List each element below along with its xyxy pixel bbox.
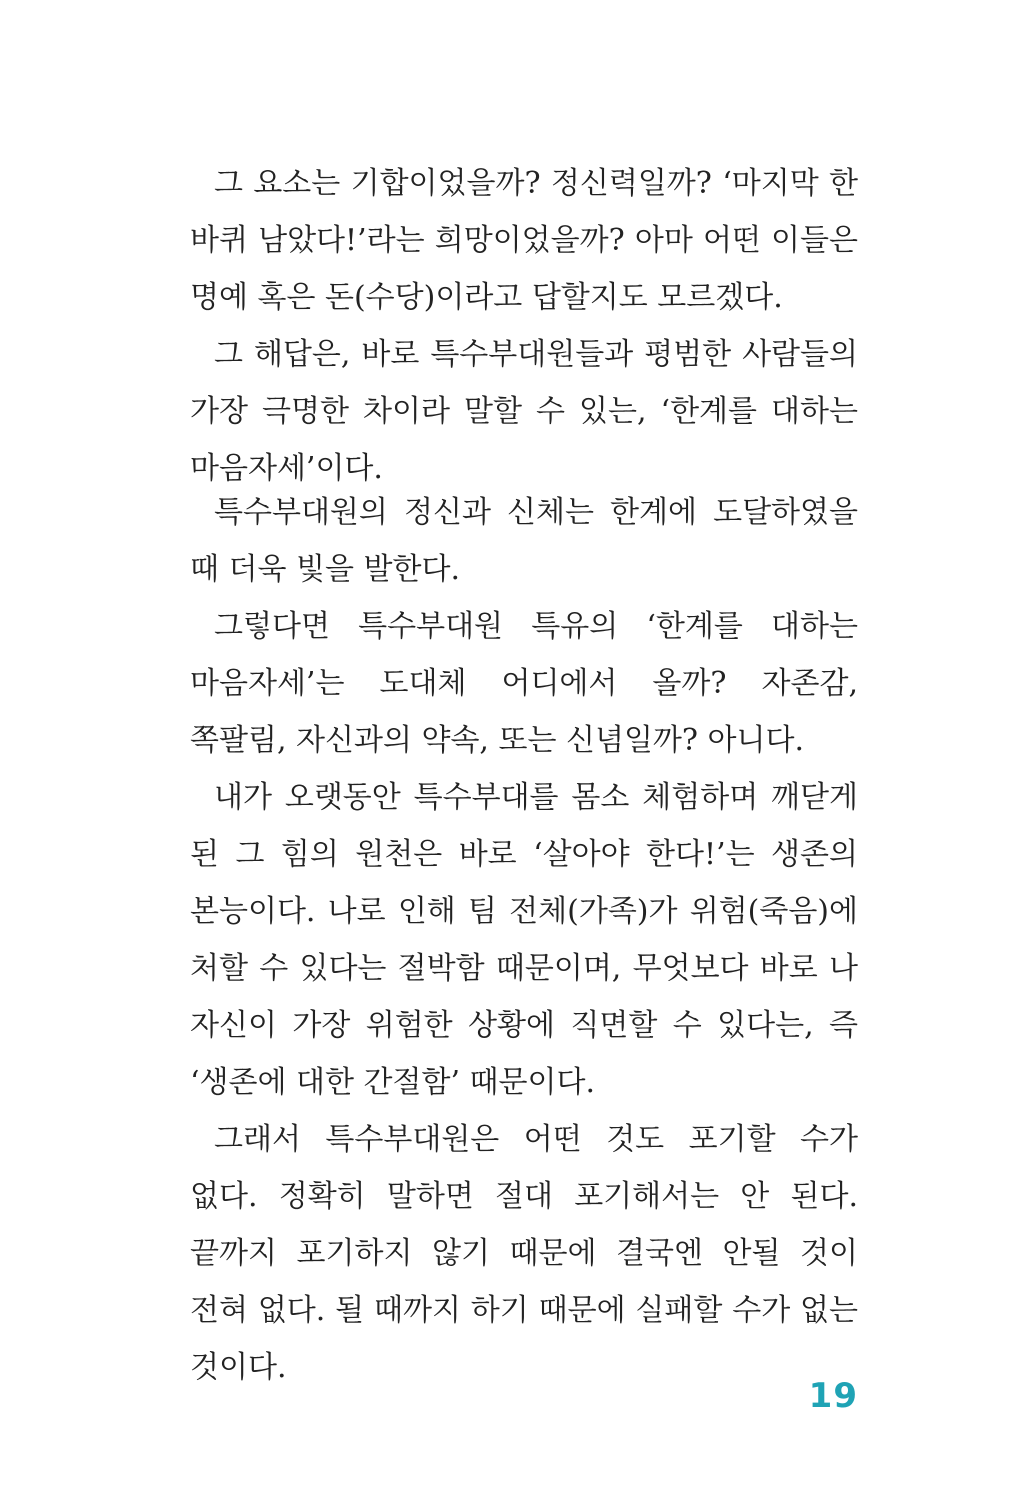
paragraph: 그래서 특수부대원은 어떤 것도 포기할 수가 없다. 정확히 말하면 절대 포기해서는 안 된다. 끝까지 포기하지 않기 때문에 결국엔 안될 것이 전혀 없다. 될 때까지 하기 때문에 실패할 수가 없는 것이다.	[190, 1122, 858, 1385]
page-number: 19	[808, 1376, 858, 1416]
paragraph: 특수부대원의 정신과 신체는 한계에 도달하였을 때 더욱 빛을 발한다.	[190, 495, 858, 587]
paragraph: 그렇다면 특수부대원 특유의 ‘한계를 대하는 마음자세’는 도대체 어디에서 올까? 자존감, 쪽팔림, 자신과의 약속, 또는 신념일까? 아니다.	[190, 609, 858, 758]
body-section-2	[190, 484, 858, 1396]
paragraph: 내가 오랫동안 특수부대를 몸소 체험하며 깨닫게 된 그 힘의 원천은 바로 ‘살아야 한다!’는 생존의 본능이다. 나로 인해 팀 전체(가족)가 위험(죽음)에 처할 수 있다는 절박함 때문이며, 무엇보다 바로 나 자신이 가장 위험한 상황에 직면할 수 있다는, 즉 ‘생존에 대한 간절함’ 때문이다.	[190, 780, 858, 1100]
paragraph: 그 요소는 기합이었을까? 정신력일까? ‘마지막 한 바퀴 남았다!’라는 희망이었을까? 아마 어떤 이들은 명예 혹은 돈(수당)이라고 답할지도 모르겠다.	[190, 166, 858, 315]
body-section-1	[190, 155, 858, 497]
paragraph: 그 해답은, 바로 특수부대원들과 평범한 사람들의 가장 극명한 차이라 말할 수 있는, ‘한계를 대하는 마음자세’이다.	[190, 337, 858, 486]
